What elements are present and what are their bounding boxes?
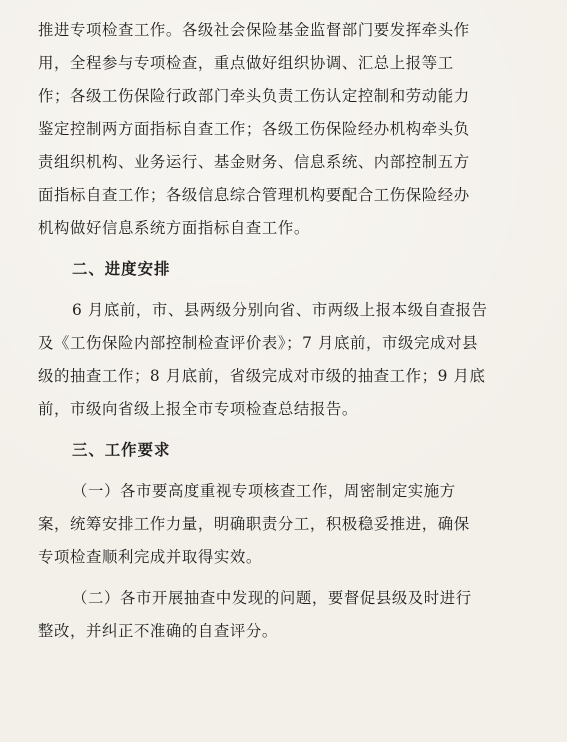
text-line: 整改，并纠正不准确的自查评分。 (38, 622, 278, 640)
text-line: 责组织机构、业务运行、基金财务、信息系统、内部控制五方 (38, 153, 470, 171)
text-line: 作；各级工伤保险行政部门牵头负责工伤认定控制和劳动能力 (38, 87, 470, 105)
paragraph-requirement-1 (38, 475, 533, 574)
text-line: 面指标自查工作；各级信息综合管理机构要配合工伤保险经办 (38, 186, 470, 204)
paragraph-schedule (38, 294, 533, 426)
text-line: 专项检查顺利完成并取得实效。 (38, 548, 262, 566)
text-line: （二）各市开展抽查中发现的问题，要督促县级及时进行 (72, 589, 472, 607)
text-line: 6 月底前，市、县两级分别向省、市两级上报本级自查报告 (72, 301, 488, 319)
text-line: 用，全程参与专项检查，重点做好组织协调、汇总上报等工 (38, 54, 454, 72)
paragraph-responsibilities (38, 14, 533, 245)
text-line: 级的抽查工作；8 月底前，省级完成对市级的抽查工作；9 月底 (38, 367, 486, 385)
text-line: 案，统筹安排工作力量，明确职责分工，积极稳妥推进，确保 (38, 515, 470, 533)
text-line: 鉴定控制两方面指标自查工作；各级工伤保险经办机构牵头负 (38, 120, 470, 138)
paragraph-requirement-2 (38, 582, 533, 648)
text-line: （一）各市要高度重视专项核查工作，周密制定实施方 (72, 482, 456, 500)
text-line: 推进专项检查工作。各级社会保险基金监督部门要发挥牵头作 (38, 21, 470, 39)
section-heading-schedule: 二、进度安排 (72, 260, 171, 278)
section-heading-requirements: 三、工作要求 (72, 441, 171, 459)
text-line: 机构做好信息系统方面指标自查工作。 (38, 219, 310, 237)
text-line: 及《工伤保险内部控制检查评价表》；7 月底前，市级完成对县 (38, 334, 478, 352)
document-body (38, 14, 533, 648)
text-line: 前，市级向省级上报全市专项检查总结报告。 (38, 400, 358, 418)
